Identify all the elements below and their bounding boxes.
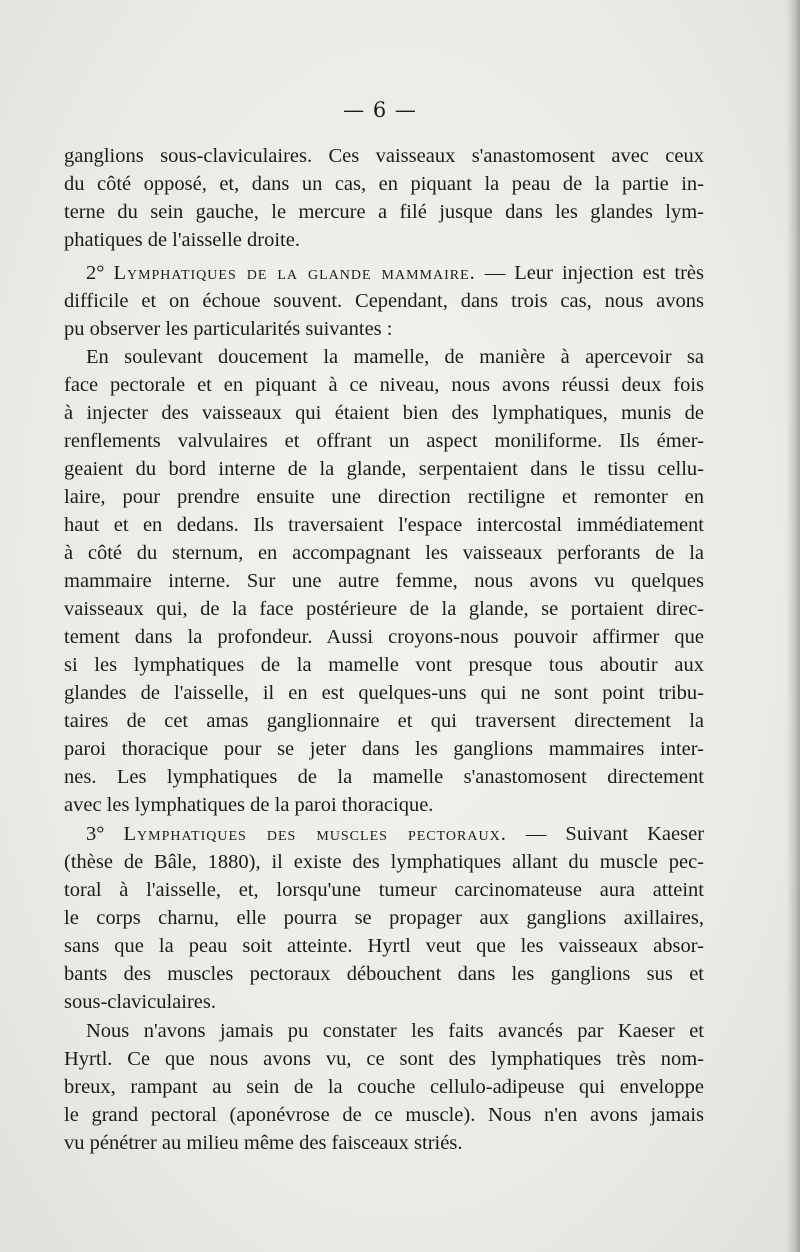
- section-heading: Lymphatiques de la glande mammaire.: [113, 262, 476, 284]
- text-line: pu observer les particularités suivantes :: [64, 318, 393, 340]
- text-line: le corps charnu, elle pourra se propager aux ganglions axillaires,: [64, 907, 704, 929]
- text-line: haut et en dedans. Ils traversaient l'espace intercostal immédiatement: [64, 514, 704, 536]
- text-line: vu pénétrer au milieu même des faisceaux striés.: [64, 1132, 463, 1154]
- section-heading-line: [64, 820, 704, 848]
- text-line: taires de cet amas ganglionnaire et qui traversent directement la: [64, 710, 704, 732]
- text-line: paroi thoracique pour se jeter dans les ganglions mammaires inter-: [64, 738, 704, 760]
- text-line: vaisseaux qui, de la face postérieure de la glande, se portaient direc-: [64, 598, 704, 620]
- text-line: terne du sein gauche, le mercure a filé jusque dans les glandes lym-: [64, 201, 704, 223]
- text-line: toral à l'aisselle, et, lorsqu'une tumeur carcinomateuse aura atteint: [64, 879, 704, 901]
- text-line: à côté du sternum, en accompagnant les vaisseaux perforants de la: [64, 542, 704, 564]
- page-spine-shadow: [786, 0, 800, 1252]
- text-line: face pectorale et en piquant à ce niveau, nous avons réussi deux fois: [64, 374, 704, 396]
- text-line: glandes de l'aisselle, il en est quelques-uns qui ne sont point tribu-: [64, 682, 704, 704]
- page-number: — 6 —: [343, 98, 417, 122]
- text-line: breux, rampant au sein de la couche cellulo-adipeuse qui enveloppe: [64, 1076, 704, 1098]
- text-segment: — Leur injection est très: [484, 262, 705, 284]
- text-line: phatiques de l'aisselle droite.: [64, 229, 300, 251]
- text-line: tement dans la profondeur. Aussi croyons-nous pouvoir affirmer que: [64, 626, 704, 648]
- text-line: ganglions sous-claviculaires. Ces vaisseaux s'anastomosent avec ceux: [64, 145, 704, 167]
- text-line: sans que la peau soit atteinte. Hyrtl veut que les vaisseaux absor-: [64, 935, 704, 957]
- section-numeral: 2°: [86, 262, 105, 284]
- text-line: renflements valvulaires et offrant un aspect moniliforme. Ils émer-: [64, 430, 704, 452]
- text-line: En soulevant doucement la mamelle, de manière à apercevoir sa: [86, 346, 704, 368]
- text-line: laire, pour prendre ensuite une direction rectiligne et remonter en: [64, 486, 704, 508]
- text-line: difficile et on échoue souvent. Cependant, dans trois cas, nous avons: [64, 290, 704, 312]
- text-segment: — Suivant Kaeser: [525, 823, 705, 845]
- text-line: (thèse de Bâle, 1880), il existe des lymphatiques allant du muscle pec-: [64, 851, 704, 873]
- text-line: sous-claviculaires.: [64, 991, 216, 1013]
- text-line: nes. Les lymphatiques de la mamelle s'anastomosent directement: [64, 766, 704, 788]
- text-line: à injecter des vaisseaux qui étaient bien des lymphatiques, munis de: [64, 402, 704, 424]
- text-line: geaient du bord interne de la glande, serpentaient dans le tissu cellu-: [64, 458, 704, 480]
- section-heading-line: [64, 259, 704, 287]
- text-line: si les lymphatiques de la mamelle vont presque tous aboutir aux: [64, 654, 704, 676]
- text-line: le grand pectoral (aponévrose de ce muscle). Nous n'en avons jamais: [64, 1104, 704, 1126]
- section-heading: Lymphatiques des muscles pectoraux.: [123, 823, 507, 845]
- text-line: bants des muscles pectoraux débouchent dans les ganglions sus et: [64, 963, 704, 985]
- section-numeral: 3°: [86, 823, 105, 845]
- text-line: Hyrtl. Ce que nous avons vu, ce sont des lymphatiques très nom-: [64, 1048, 704, 1070]
- text-line: mammaire interne. Sur une autre femme, nous avons vu quelques: [64, 570, 704, 592]
- text-line: Nous n'avons jamais pu constater les faits avancés par Kaeser et: [86, 1020, 704, 1042]
- text-line: avec les lymphatiques de la paroi thoracique.: [64, 794, 434, 816]
- text-line: du côté opposé, et, dans un cas, en piquant la peau de la partie in-: [64, 173, 704, 195]
